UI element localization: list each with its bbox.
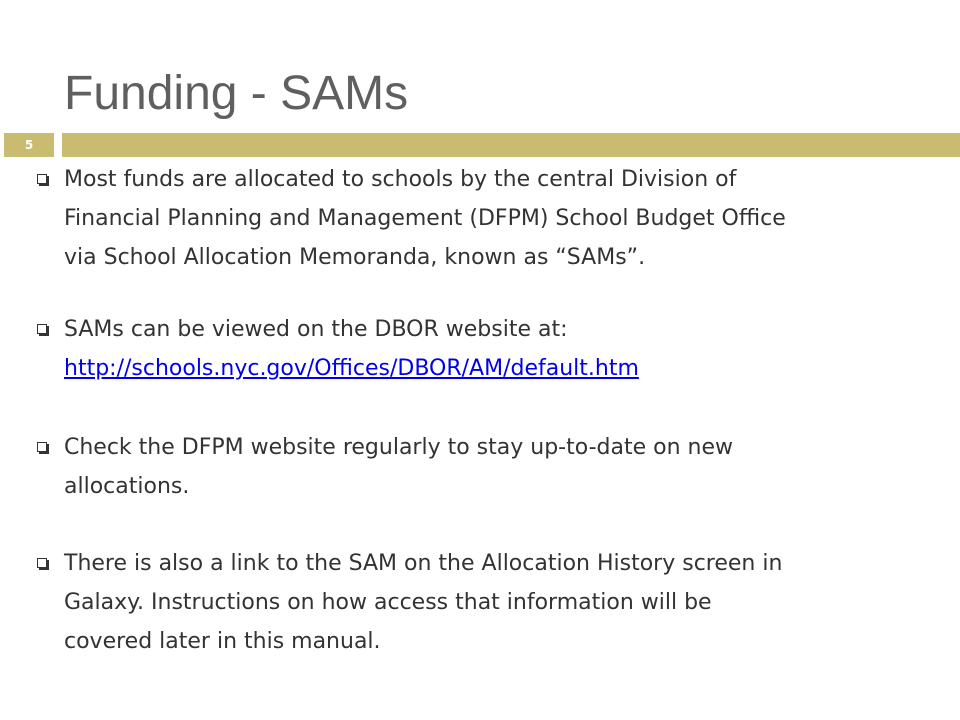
square-bullet-icon: [37, 442, 47, 452]
bullet-line: covered later in this manual.: [64, 629, 381, 654]
square-bullet-icon: [37, 558, 47, 568]
bullet-line: Galaxy. Instructions on how access that information will be: [64, 590, 712, 615]
dbor-website-link[interactable]: http://schools.nyc.gov/Offices/DBOR/AM/default.htm: [64, 356, 639, 381]
bullet-line: Most funds are allocated to schools by the central Division of: [64, 167, 737, 192]
slide-number: 5: [24, 138, 34, 152]
bullet-line: There is also a link to the SAM on the Allocation History screen in: [64, 551, 783, 576]
bullet-line: allocations.: [64, 474, 190, 499]
bullet-line: Financial Planning and Management (DFPM) School Budget Office: [64, 206, 786, 231]
bullet-line: SAMs can be viewed on the DBOR website at:: [64, 317, 568, 342]
slide-number-box: [4, 133, 54, 157]
title-rule: [62, 133, 960, 157]
square-bullet-icon: [37, 174, 47, 184]
square-bullet-icon: [37, 324, 47, 334]
bullet-line: via School Allocation Memoranda, known as “SAMs”.: [64, 245, 646, 270]
bullet-line: Check the DFPM website regularly to stay up-to-date on new: [64, 435, 734, 460]
slide-title: Funding - SAMs: [64, 67, 409, 120]
